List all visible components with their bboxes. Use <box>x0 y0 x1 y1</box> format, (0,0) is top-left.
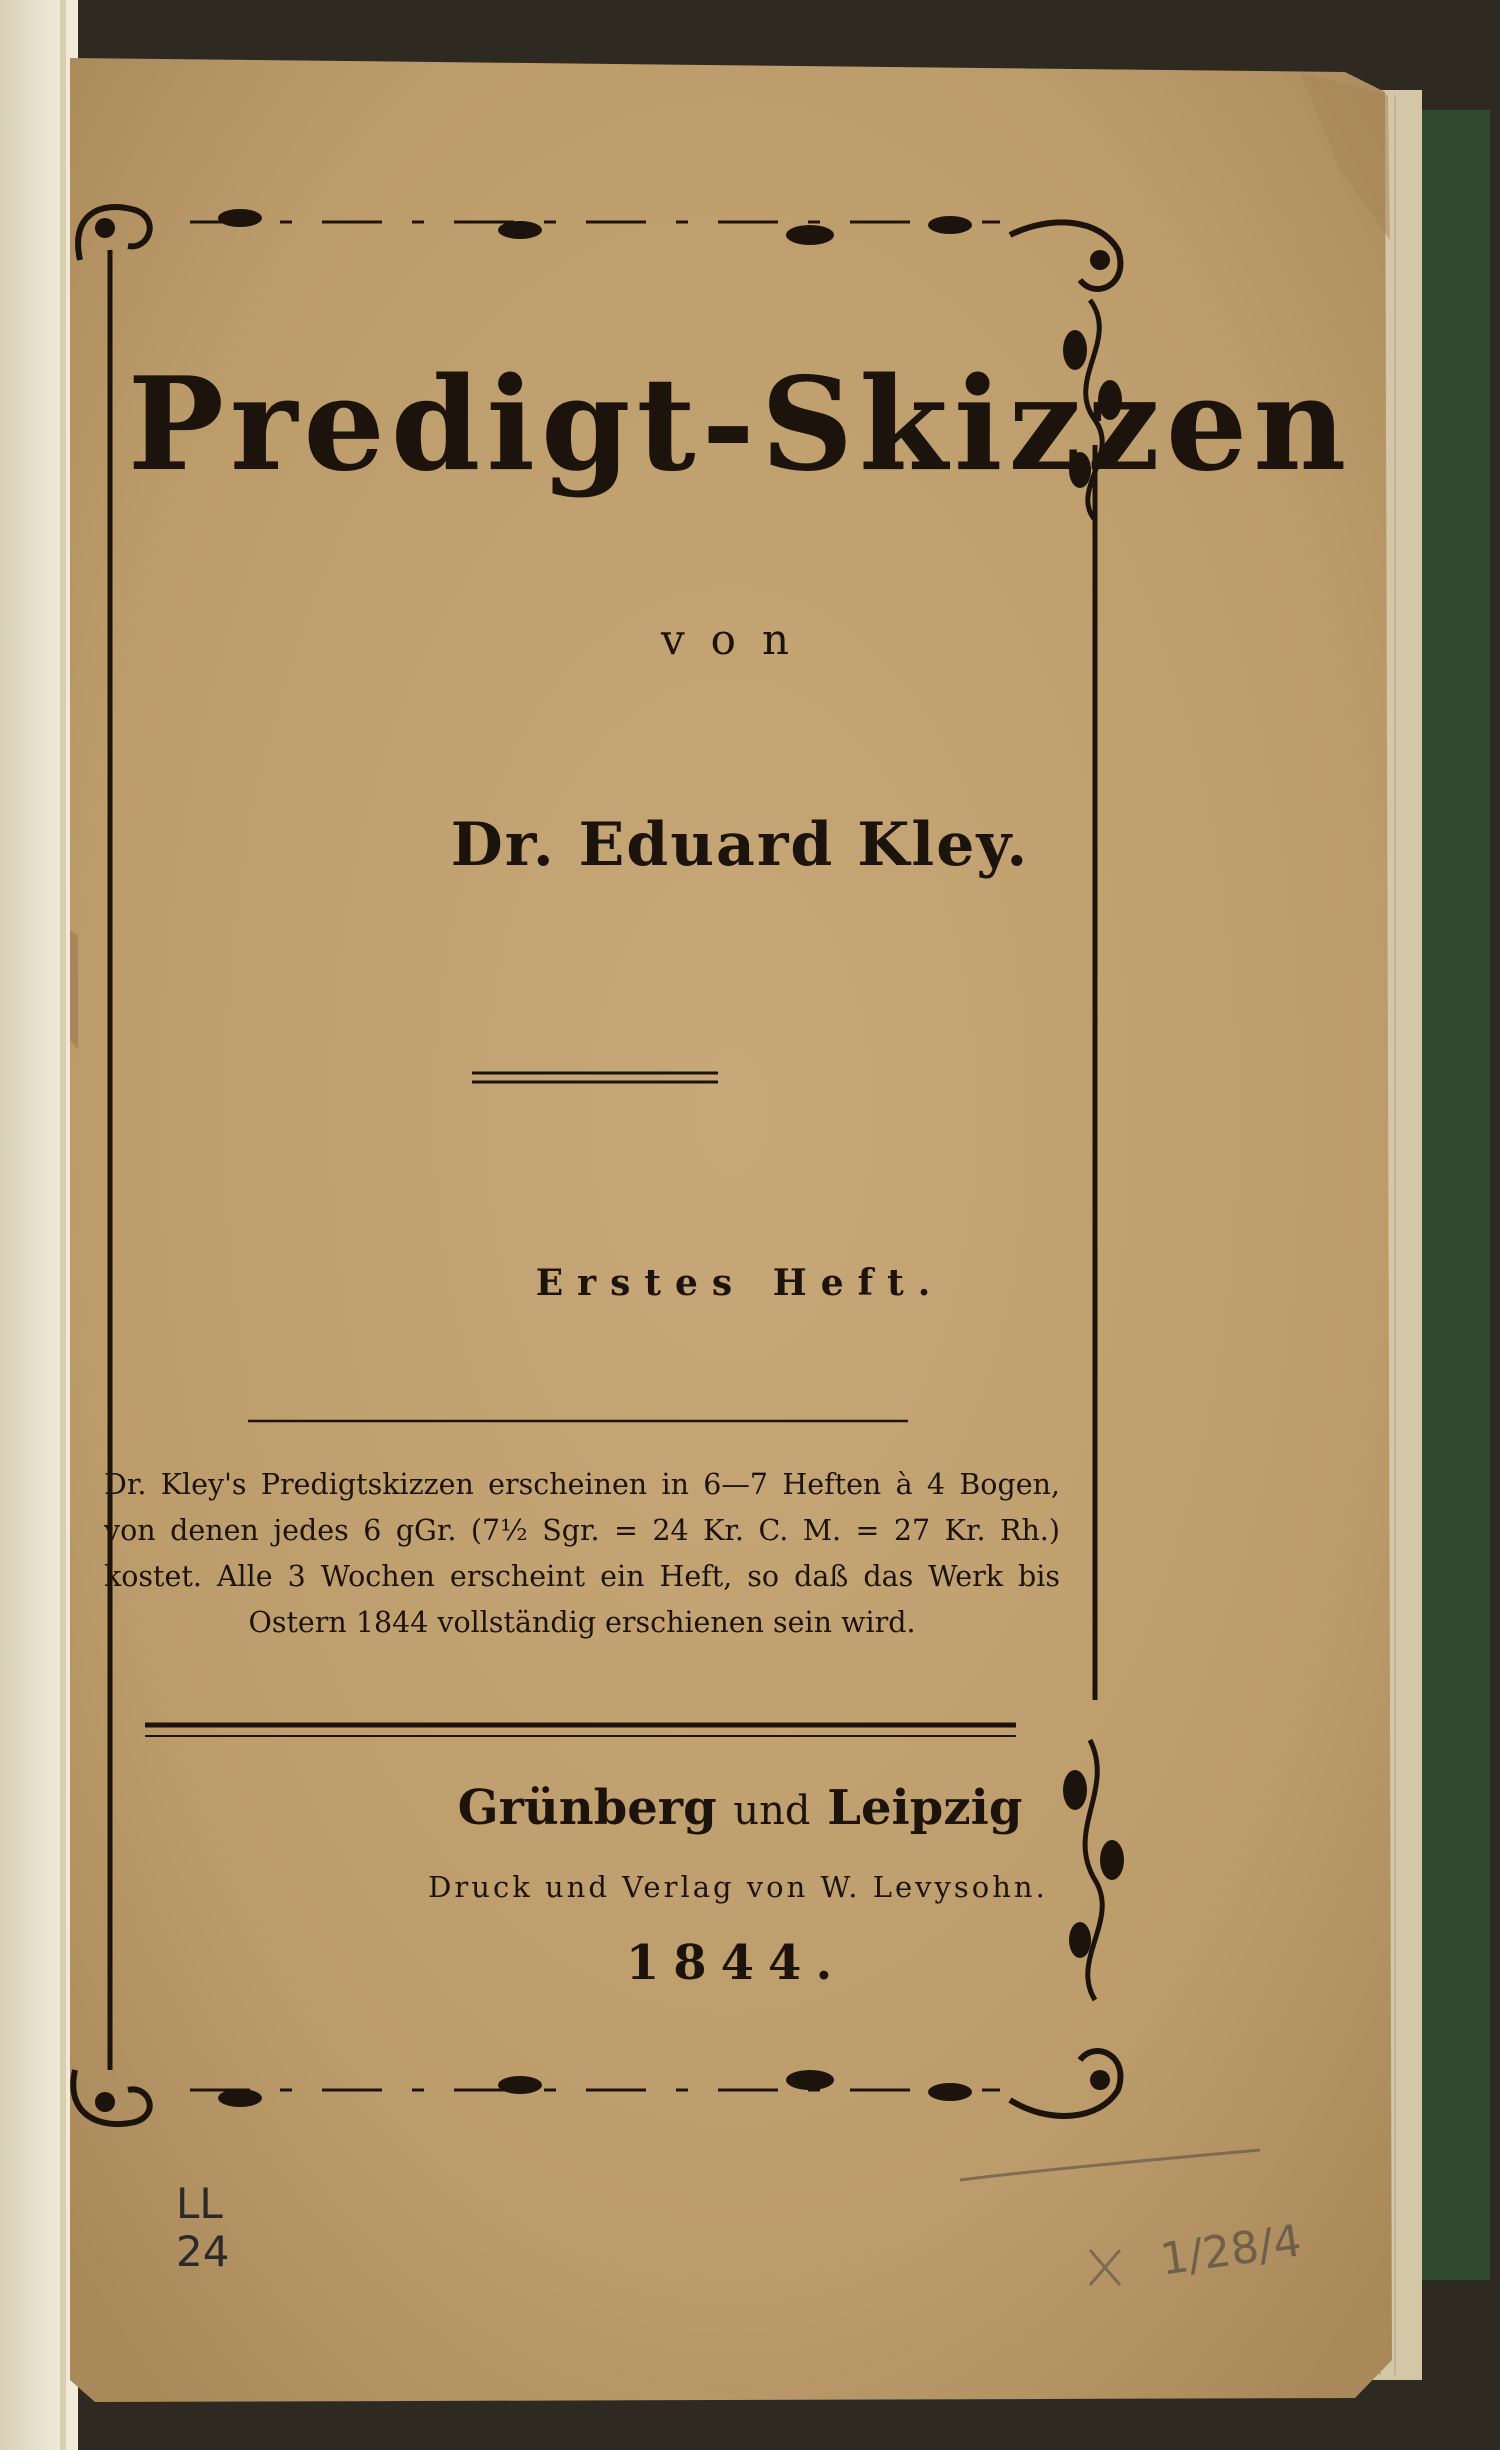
handwritten-shelfmark <box>176 2180 266 2276</box>
notice-line: Dr. Kley's Predigtskizzen erscheinen in 6—7 Heften à 4 Bogen, <box>104 1468 1060 1501</box>
author-name: Dr. Eduard Kley. <box>450 810 1030 880</box>
byline-von: von <box>660 615 816 664</box>
notice-line: kostet. Alle 3 Wochen erscheint ein Heft, so daß das Werk bis <box>104 1560 1060 1593</box>
shelfmark-line: LL <box>176 2179 223 2228</box>
pencil-note: 1/28/4 <box>1157 2215 1305 2286</box>
notice-line: Ostern 1844 vollständig erschienen sein wird. <box>248 1606 916 1639</box>
imprint: Druck und Verlag von W. Levysohn. <box>428 1870 1048 1904</box>
publication-notice <box>104 1462 1060 1646</box>
publication-year: 1844. <box>625 1935 847 1991</box>
place-und: und <box>733 1788 811 1834</box>
issue-label: Erstes Heft. <box>535 1262 945 1304</box>
book-title: Predigt-Skizzen <box>127 350 1353 500</box>
place-city-2: Leipzig <box>827 1780 1023 1836</box>
shelfmark-line: 24 <box>176 2227 230 2276</box>
notice-line: von denen jedes 6 gGr. (7½ Sgr. = 24 Kr. C. M. = 27 Kr. Rh.) <box>104 1514 1060 1547</box>
publication-place <box>0 1780 1490 1836</box>
place-city-1: Grünberg <box>457 1780 717 1836</box>
